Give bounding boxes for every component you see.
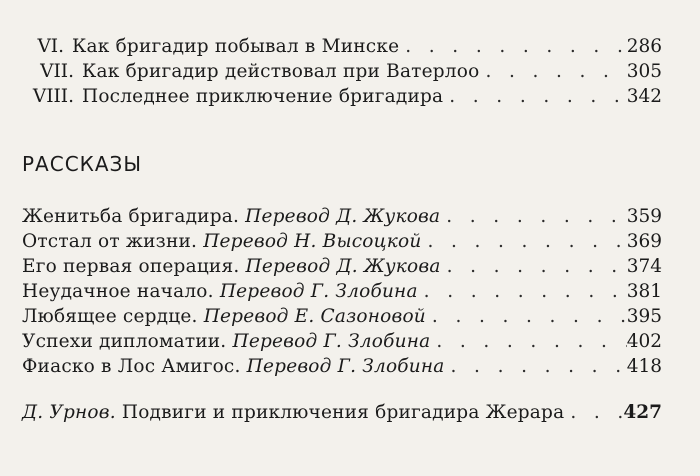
story-translator: Перевод Е. Сазоновой: [203, 306, 426, 327]
story-name: Отстал от жизни.: [22, 231, 198, 252]
toc-story: [22, 330, 662, 354]
toc-afterword: [22, 401, 662, 425]
story-title: [22, 280, 418, 304]
afterword-name: Подвиги и приключения бригадира Жерара: [121, 402, 565, 423]
story-name: Успехи дипломатии.: [22, 331, 227, 352]
dot-leader: [418, 280, 627, 304]
story-translator: Перевод Г. Злобина: [246, 356, 445, 377]
page-number: 418: [626, 356, 662, 377]
toc-story: [22, 305, 662, 329]
dot-leader: [426, 305, 627, 329]
page-number: 286: [626, 36, 662, 57]
page-number: 381: [626, 281, 662, 302]
section-heading: РАССКАЗЫ: [22, 152, 143, 176]
toc-chapter-7: [22, 60, 662, 84]
dot-leader: [430, 330, 626, 354]
chapter-title: Как бригадир действовал при Ватерлоо: [82, 61, 480, 82]
chapter-number: VII.: [40, 61, 74, 82]
page-number: 342: [626, 86, 662, 107]
toc-story: [22, 280, 662, 304]
story-name: Его первая операция.: [22, 256, 240, 277]
page-number: 374: [626, 256, 662, 277]
page-number: 402: [626, 331, 662, 352]
dot-leader: [440, 205, 626, 229]
dot-leader: [399, 35, 626, 59]
toc-chapter-6: [22, 35, 662, 59]
page-number: 395: [626, 306, 662, 327]
story-name: Любящее сердце.: [22, 306, 198, 327]
dot-leader: [421, 230, 626, 254]
dot-leader: [443, 85, 626, 109]
story-title: [22, 305, 426, 329]
story-translator: Перевод Д. Жукова: [245, 206, 441, 227]
story-title: [22, 355, 445, 379]
story-translator: Перевод Д. Жукова: [245, 256, 441, 277]
afterword-title: [22, 401, 564, 425]
story-title: [22, 205, 440, 229]
dot-leader: [564, 401, 623, 425]
story-title: [22, 230, 421, 254]
toc-chapter-8: [22, 85, 662, 109]
story-title: [22, 255, 441, 279]
page-number: 305: [626, 61, 662, 82]
story-translator: Перевод Н. Высоцкой: [203, 231, 422, 252]
dot-leader: [441, 255, 627, 279]
page-number: 369: [626, 231, 662, 252]
story-title: [22, 330, 430, 354]
dot-leader: [479, 60, 626, 84]
chapter-number: VI.: [37, 36, 64, 57]
story-translator: Перевод Г. Злобина: [232, 331, 431, 352]
afterword-author: Д. Урнов.: [22, 402, 116, 423]
toc-story: [22, 230, 662, 254]
chapter-title: Последнее приключение бригадира: [82, 86, 444, 107]
chapter-title: Как бригадир побывал в Минске: [72, 36, 400, 57]
toc-story: [22, 255, 662, 279]
toc-story: [22, 355, 662, 379]
dot-leader: [445, 355, 627, 379]
story-translator: Перевод Г. Злобина: [219, 281, 418, 302]
chapter-number: VIII.: [32, 86, 74, 107]
story-name: Неудачное начало.: [22, 281, 214, 302]
story-name: Фиаско в Лос Амигос.: [22, 356, 241, 377]
toc-story: [22, 205, 662, 229]
page-number: 359: [626, 206, 662, 227]
story-name: Женитьба бригадира.: [22, 206, 240, 227]
page-number: 427: [623, 402, 662, 423]
